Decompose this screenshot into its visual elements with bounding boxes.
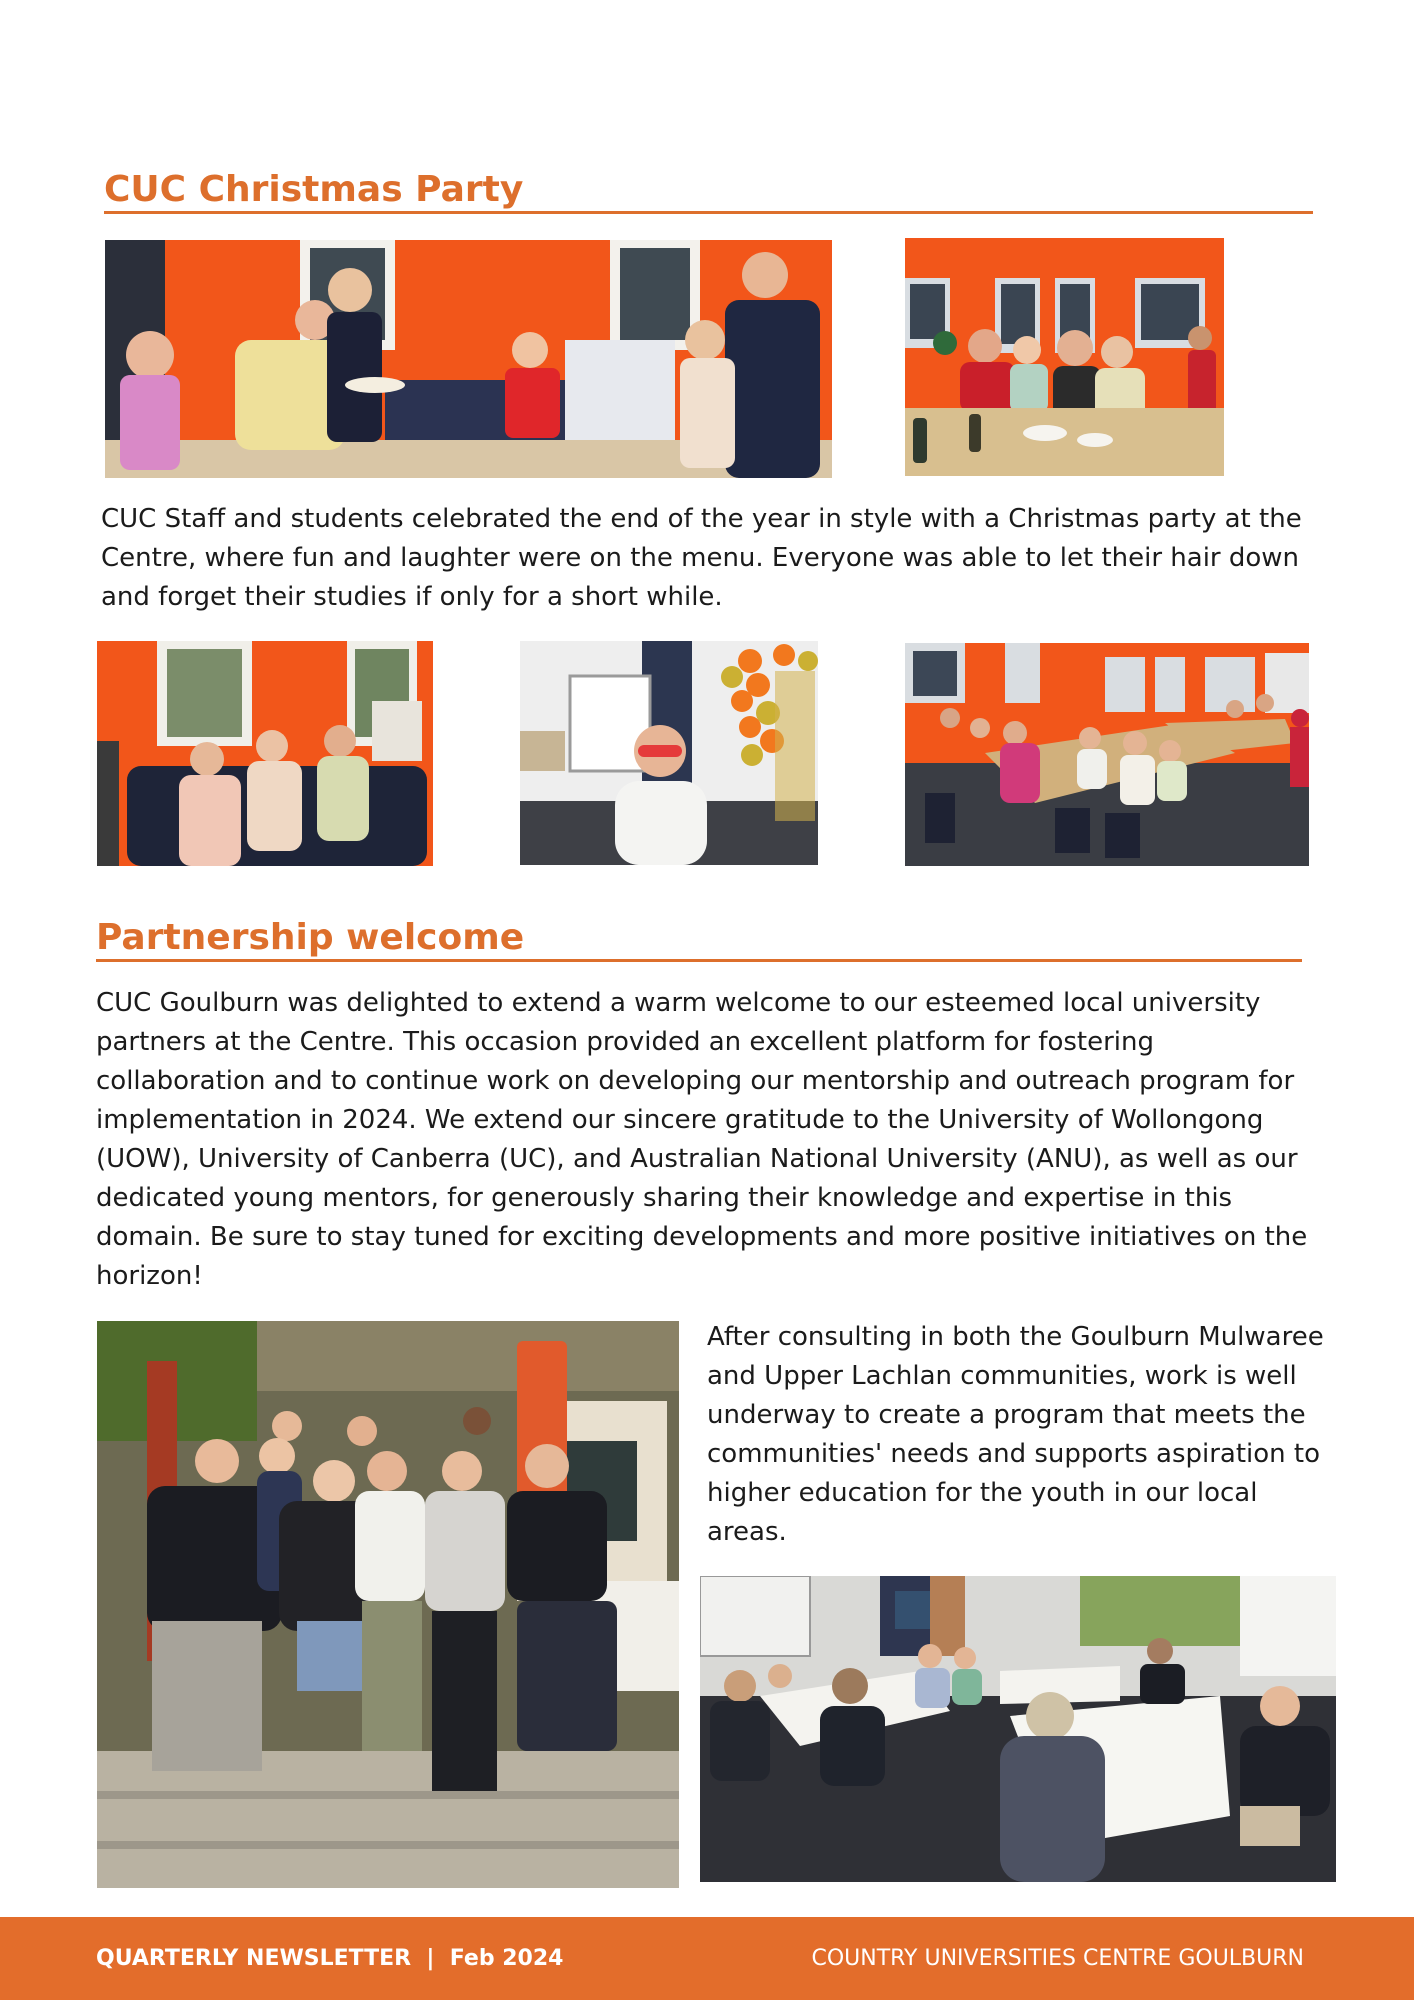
partnership-meeting-photo	[700, 1576, 1336, 1882]
christmas-table-masks-photo	[905, 238, 1224, 476]
footer-organisation-name: COUNTRY UNIVERSITIES CENTRE GOULBURN	[811, 1946, 1304, 1971]
christmas-dining-room-photo	[905, 643, 1309, 866]
partnership-side-text: After consulting in both the Goulburn Mulwaree and Upper Lachlan communities, work is well underway to create a program that meets the communities' needs and supports aspiration to higher education for the youth in our local areas.	[707, 1322, 1324, 1547]
partnership-section-title: Partnership welcome	[96, 917, 525, 958]
christmas-couch-photo	[97, 641, 433, 866]
partnership-group-photo	[97, 1321, 679, 1888]
christmas-title-rule	[104, 211, 1313, 214]
partnership-body-text: CUC Goulburn was delighted to extend a warm welcome to our esteemed local university partners at the Centre. This occasion provided an excellent platform for fostering collaboration and to continue work on developing our mentorship and outreach program for implementation in 2024. We extend our sincere gratitude to the University of Wollongong (UOW), University of Canberra (UC), and Australian National University (ANU), as well as our dedicated young mentors, for generously sharing their knowledge and expertise in this domain. Be sure to stay tuned for exciting developments and more positive initiatives on the horizon!	[96, 988, 1308, 1291]
christmas-body-text: CUC Staff and students celebrated the end of the year in style with a Christmas party at the Centre, where fun and laughter were on the menu. Everyone was able to let their hair down and forget their studies if only for a short while.	[101, 504, 1302, 612]
footer-newsletter-issue: QUARTERLY NEWSLETTER | Feb 2024	[96, 1946, 564, 1971]
newsletter-footer	[0, 1917, 1414, 2000]
christmas-balloons-photo	[520, 641, 818, 865]
christmas-section-title: CUC Christmas Party	[104, 169, 524, 210]
christmas-party-game-photo	[105, 240, 832, 478]
partnership-title-rule	[96, 959, 1302, 962]
